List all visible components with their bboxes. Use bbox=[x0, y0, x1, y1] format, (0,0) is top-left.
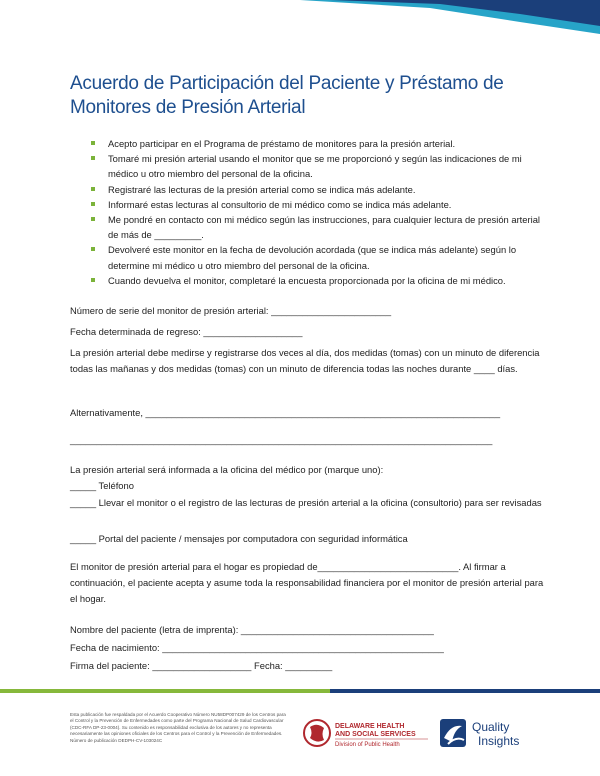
header-wave bbox=[0, 0, 600, 40]
bullet-icon bbox=[91, 247, 95, 251]
bullet-icon bbox=[91, 202, 95, 206]
list-item: Cuando devuelva el monitor, completaré la encuesta proporcionada por la oficina de mi médico. bbox=[88, 273, 540, 288]
measurement-instructions: La presión arterial debe medirse y registrarse dos veces al día, dos medidas (tomas) con un minuto de diferencia todas las mañanas y dos medidas (tomas) con un minuto de diferencia todas las noches durante ____ días. bbox=[70, 347, 540, 374]
report-option-office[interactable]: _____ Llevar el monitor o el registro de las lecturas de presión arterial a la oficina (consultorio) para ser revisadas bbox=[70, 497, 542, 508]
list-item: Tomaré mi presión arterial usando el monitor que se me proporcionó y según las indicaciones de mi médico u otro miembro del personal de la oficina. bbox=[88, 151, 540, 181]
svg-text:Insights: Insights bbox=[478, 734, 520, 748]
list-item: Informaré estas lecturas al consultorio de mi médico como se indica más adelante. bbox=[88, 197, 540, 212]
footer-divider bbox=[0, 689, 600, 693]
commitments-list bbox=[88, 136, 540, 288]
bullet-icon bbox=[91, 278, 95, 282]
alternatively-field-line2[interactable]: _________________________________________________________________________________ bbox=[70, 434, 493, 445]
property-agreement: El monitor de presión arterial para el hogar es propiedad de___________________________. Al firmar a continuación, el paciente acepta y asume toda la responsabilidad financiera por el monitor de presión arterial para el hogar. bbox=[70, 561, 544, 604]
bullet-icon bbox=[91, 187, 95, 191]
bullet-icon bbox=[91, 156, 95, 160]
svg-text:DELAWARE HEALTH: DELAWARE HEALTH bbox=[335, 723, 405, 730]
funding-disclaimer: Esta publicación fue respaldada por el Acuerdo Cooperativo Número NU58DP007429 de los Centros para el Control y la Prevención de Enfermedades como parte del Programa Nacional de Salud Cardiovascular (CDC-RFA DP-23-0004). Su contenido es responsabilidad exclusiva de los autores y no representa necesariamente las opiniones oficiales de los Centros para el Control y la Prevención de Enfermedades. Número de publicación DEDPH-CV-103024C bbox=[70, 712, 286, 743]
alternatively-field[interactable]: Alternativamente, ____________________________________________________________________ bbox=[70, 407, 501, 418]
svg-text:AND SOCIAL SERVICES: AND SOCIAL SERVICES bbox=[335, 731, 416, 738]
list-item: Me pondré en contacto con mi médico según las instrucciones, para cualquier lectura de presión arterial de más de _________. bbox=[88, 212, 540, 242]
report-method-intro: La presión arterial será informada a la oficina del médico por (marque uno): bbox=[70, 464, 384, 475]
list-item: Registraré las lecturas de la presión arterial como se indica más adelante. bbox=[88, 182, 540, 197]
birth-date-field[interactable]: Fecha de nacimiento: ______________________________________________________ bbox=[70, 642, 444, 653]
bullet-icon bbox=[91, 141, 95, 145]
return-date-field[interactable]: Fecha determinada de regreso: ___________________ bbox=[70, 326, 303, 337]
signature-field[interactable]: Firma del paciente: ___________________ Fecha: _________ bbox=[70, 660, 333, 671]
patient-name-field[interactable]: Nombre del paciente (letra de imprenta): _____________________________________ bbox=[70, 624, 434, 635]
svg-text:Quality: Quality bbox=[472, 720, 510, 734]
delaware-health-logo bbox=[302, 716, 432, 750]
serial-number-field[interactable]: Número de serie del monitor de presión arterial: _______________________ bbox=[70, 305, 392, 316]
list-item: Acepto participar en el Programa de préstamo de monitores para la presión arterial. bbox=[88, 136, 540, 151]
svg-text:Division of Public Health: Division of Public Health bbox=[335, 742, 400, 748]
list-item: Devolveré este monitor en la fecha de devolución acordada (que se indica más adelante) según lo determine mi médico u otro miembro del personal de la oficina. bbox=[88, 242, 540, 272]
report-option-portal[interactable]: _____ Portal del paciente / mensajes por computadora con seguridad informática bbox=[70, 533, 408, 544]
quality-insights-logo bbox=[438, 716, 550, 750]
report-option-phone[interactable]: _____ Teléfono bbox=[70, 480, 134, 491]
page-title: Acuerdo de Participación del Paciente y Préstamo de Monitores de Presión Arterial bbox=[70, 73, 504, 118]
bullet-icon bbox=[91, 217, 95, 221]
